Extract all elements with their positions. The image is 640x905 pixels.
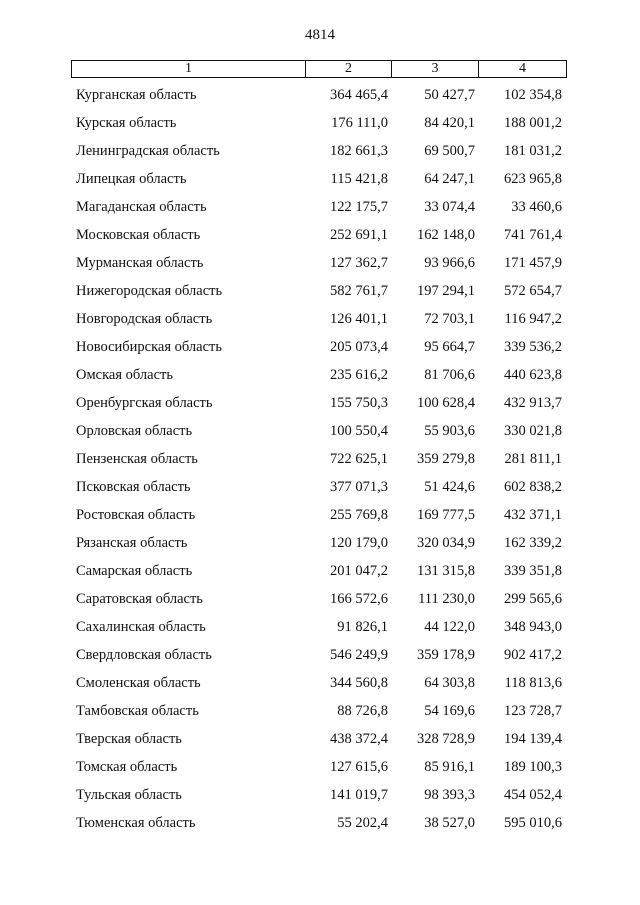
- table-row: [0, 305, 640, 333]
- region-name: Курганская область: [76, 87, 197, 103]
- column-2-value: 88 726,8: [337, 703, 388, 719]
- column-2-value: 235 616,2: [330, 367, 388, 383]
- column-2-value: 344 560,8: [330, 675, 388, 691]
- column-2-value: 364 465,4: [330, 87, 388, 103]
- region-name: Орловская область: [76, 423, 193, 439]
- column-3-value: 44 122,0: [424, 619, 475, 635]
- region-name: Тюменская область: [76, 815, 196, 831]
- table-row: [0, 473, 640, 501]
- column-4-value: 339 351,8: [504, 563, 562, 579]
- region-name: Тульская область: [76, 787, 182, 803]
- column-4-value: 623 965,8: [504, 171, 562, 187]
- column-2-value: 127 615,6: [330, 759, 388, 775]
- column-4-value: 432 371,1: [504, 507, 562, 523]
- column-2-value: 122 175,7: [330, 199, 388, 215]
- region-name: Ленинградская область: [76, 143, 220, 159]
- column-4-value: 116 947,2: [504, 311, 562, 327]
- region-name: Московская область: [76, 227, 201, 243]
- column-4-value: 188 001,2: [504, 115, 562, 131]
- table-row: [0, 333, 640, 361]
- column-2-value: 91 826,1: [337, 619, 388, 635]
- column-4-value: 123 728,7: [504, 703, 562, 719]
- column-3-value: 54 169,6: [424, 703, 475, 719]
- column-header-row: [72, 61, 567, 78]
- region-name: Магаданская область: [76, 199, 207, 215]
- column-header-3: 3: [392, 61, 479, 78]
- region-name: Псковская область: [76, 479, 191, 495]
- region-name: Новосибирская область: [76, 339, 222, 355]
- column-3-value: 38 527,0: [424, 815, 475, 831]
- column-header-2: 2: [306, 61, 392, 78]
- region-name: Ростовская область: [76, 507, 196, 523]
- region-name: Оренбургская область: [76, 395, 213, 411]
- column-4-value: 432 913,7: [504, 395, 562, 411]
- column-2-value: 166 572,6: [330, 591, 388, 607]
- column-3-value: 84 420,1: [424, 115, 475, 131]
- table-row: [0, 417, 640, 445]
- column-4-value: 102 354,8: [504, 87, 562, 103]
- region-name: Омская область: [76, 367, 173, 383]
- column-4-value: 330 021,8: [504, 423, 562, 439]
- column-3-value: 359 279,8: [417, 451, 475, 467]
- column-4-value: 348 943,0: [504, 619, 562, 635]
- column-4-value: 454 052,4: [504, 787, 562, 803]
- column-4-value: 572 654,7: [504, 283, 562, 299]
- region-name: Рязанская область: [76, 535, 188, 551]
- table-row: [0, 753, 640, 781]
- column-3-value: 72 703,1: [424, 311, 475, 327]
- column-4-value: 194 139,4: [504, 731, 562, 747]
- column-2-value: 182 661,3: [330, 143, 388, 159]
- region-name: Новгородская область: [76, 311, 213, 327]
- column-4-value: 299 565,6: [504, 591, 562, 607]
- column-2-value: 120 179,0: [330, 535, 388, 551]
- region-name: Смоленская область: [76, 675, 201, 691]
- column-3-value: 51 424,6: [424, 479, 475, 495]
- region-name: Липецкая область: [76, 171, 187, 187]
- column-2-value: 201 047,2: [330, 563, 388, 579]
- table-row: [0, 501, 640, 529]
- column-2-value: 252 691,1: [330, 227, 388, 243]
- column-4-value: 171 457,9: [504, 255, 562, 271]
- column-4-value: 741 761,4: [504, 227, 562, 243]
- table-row: [0, 361, 640, 389]
- column-4-value: 118 813,6: [504, 675, 562, 691]
- region-name: Сахалинская область: [76, 619, 206, 635]
- column-4-value: 602 838,2: [504, 479, 562, 495]
- data-rows: [0, 81, 640, 837]
- region-name: Нижегородская область: [76, 283, 223, 299]
- column-4-value: 902 417,2: [504, 647, 562, 663]
- column-3-value: 93 966,6: [424, 255, 475, 271]
- region-name: Тамбовская область: [76, 703, 199, 719]
- table-row: [0, 389, 640, 417]
- region-name: Пензенская область: [76, 451, 198, 467]
- column-4-value: 339 536,2: [504, 339, 562, 355]
- column-2-value: 205 073,4: [330, 339, 388, 355]
- table-row: [0, 193, 640, 221]
- column-4-value: 181 031,2: [504, 143, 562, 159]
- column-3-value: 100 628,4: [417, 395, 475, 411]
- column-3-value: 162 148,0: [417, 227, 475, 243]
- column-3-value: 197 294,1: [417, 283, 475, 299]
- page-number: 4814: [305, 27, 335, 43]
- column-3-value: 55 903,6: [424, 423, 475, 439]
- table-row: [0, 557, 640, 585]
- column-3-value: 33 074,4: [424, 199, 475, 215]
- table-row: [0, 641, 640, 669]
- region-name: Мурманская область: [76, 255, 204, 271]
- table-row: [0, 277, 640, 305]
- column-3-value: 85 916,1: [424, 759, 475, 775]
- column-4-value: 595 010,6: [504, 815, 562, 831]
- table-row: [0, 809, 640, 837]
- region-name: Курская область: [76, 115, 177, 131]
- column-3-value: 111 230,0: [418, 591, 475, 607]
- table-row: [0, 613, 640, 641]
- column-3-value: 64 303,8: [424, 675, 475, 691]
- column-2-value: 255 769,8: [330, 507, 388, 523]
- column-header-table: [71, 60, 567, 78]
- column-3-value: 131 315,8: [417, 563, 475, 579]
- column-2-value: 127 362,7: [330, 255, 388, 271]
- column-2-value: 155 750,3: [330, 395, 388, 411]
- table-row: [0, 81, 640, 109]
- table-row: [0, 249, 640, 277]
- table-row: [0, 669, 640, 697]
- column-header-1: 1: [72, 61, 306, 78]
- column-4-value: 162 339,2: [504, 535, 562, 551]
- column-3-value: 98 393,3: [424, 787, 475, 803]
- column-2-value: 141 019,7: [330, 787, 388, 803]
- table-row: [0, 109, 640, 137]
- column-2-value: 126 401,1: [330, 311, 388, 327]
- column-3-value: 50 427,7: [424, 87, 475, 103]
- table-row: [0, 697, 640, 725]
- column-4-value: 440 623,8: [504, 367, 562, 383]
- table-row: [0, 221, 640, 249]
- column-3-value: 359 178,9: [417, 647, 475, 663]
- region-name: Самарская область: [76, 563, 193, 579]
- table-row: [0, 445, 640, 473]
- column-3-value: 64 247,1: [424, 171, 475, 187]
- column-2-value: 438 372,4: [330, 731, 388, 747]
- column-4-value: 281 811,1: [504, 451, 562, 467]
- table-row: [0, 529, 640, 557]
- column-header-4: 4: [479, 61, 567, 78]
- column-3-value: 169 777,5: [417, 507, 475, 523]
- column-3-value: 81 706,6: [424, 367, 475, 383]
- region-name: Свердловская область: [76, 647, 212, 663]
- column-2-value: 115 421,8: [330, 171, 388, 187]
- table-row: [0, 781, 640, 809]
- table-row: [0, 137, 640, 165]
- table-row: [0, 585, 640, 613]
- column-3-value: 69 500,7: [424, 143, 475, 159]
- column-2-value: 100 550,4: [330, 423, 388, 439]
- column-4-value: 33 460,6: [511, 199, 562, 215]
- table-row: [0, 725, 640, 753]
- column-2-value: 582 761,7: [330, 283, 388, 299]
- column-2-value: 377 071,3: [330, 479, 388, 495]
- region-name: Тверская область: [76, 731, 182, 747]
- table-row: [0, 165, 640, 193]
- column-3-value: 320 034,9: [417, 535, 475, 551]
- region-name: Саратовская область: [76, 591, 203, 607]
- column-3-value: 328 728,9: [417, 731, 475, 747]
- column-2-value: 176 111,0: [331, 115, 388, 131]
- column-2-value: 546 249,9: [330, 647, 388, 663]
- column-4-value: 189 100,3: [504, 759, 562, 775]
- column-2-value: 55 202,4: [337, 815, 388, 831]
- column-3-value: 95 664,7: [424, 339, 475, 355]
- region-name: Томская область: [76, 759, 178, 775]
- column-2-value: 722 625,1: [330, 451, 388, 467]
